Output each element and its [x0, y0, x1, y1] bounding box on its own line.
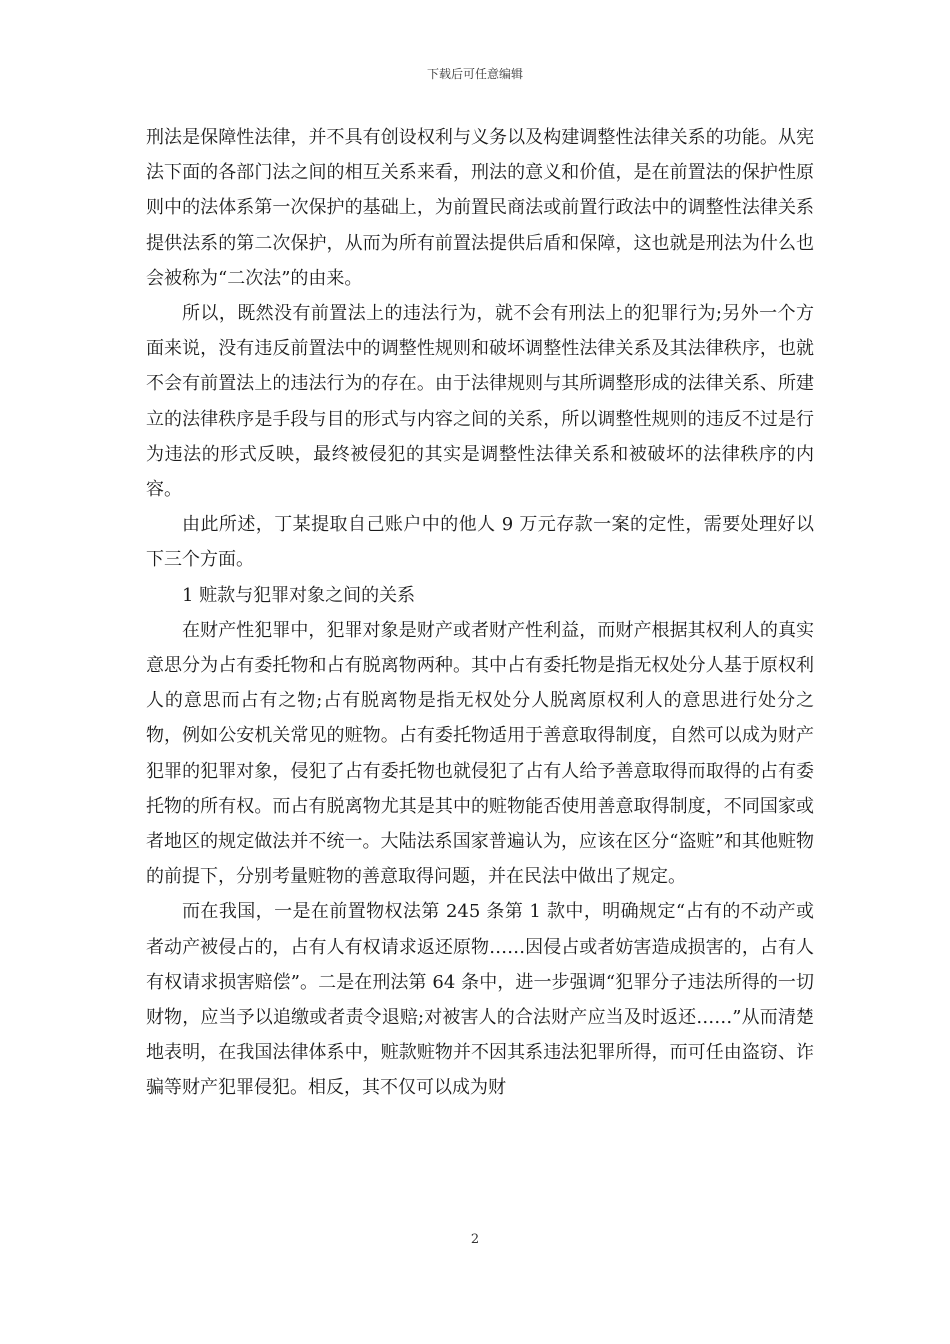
page-number: 2 [470, 1232, 480, 1247]
document-body [146, 120, 814, 1106]
page-header: 下载后可任意编辑 [426, 67, 523, 81]
paragraph-5: 而在我国，一是在前置物权法第 245 条第 1 款中，明确规定“占有的不动产或者动产被侵占的，占有人有权请求返还原物……因侵占或者妨害造成损害的，占有人有权请求损害赔偿”。二是在刑法第 64 条中，进一步强调“犯罪分子违法所得的一切财物，应当予以追缴或者责令退赔;对被害人的合法财产应当及时返还……”从而清楚地表明，在我国法律体系中，赃款赃物并不因其系违法犯罪所得，而可任由盗窃、诈骗等财产犯罪侵犯。相反，其不仅可以成为财 [146, 901, 814, 1099]
paragraph-4: 在财产性犯罪中，犯罪对象是财产或者财产性利益，而财产根据其权利人的真实意思分为占有委托物和占有脱离物两种。其中占有委托物是指无权处分人基于原权利人的意思而占有之物;占有脱离物是指无权处分人脱离原权利人的意思进行处分之物，例如公安机关常见的赃物。占有委托物适用于善意取得制度，自然可以成为财产犯罪的犯罪对象，侵犯了占有委托物也就侵犯了占有人给予善意取得而取得的占有委托物的所有权。而占有脱离物尤其是其中的赃物能否使用善意取得制度，不同国家或者地区的规定做法并不统一。大陆法系国家普遍认为，应该在区分“盗赃”和其他赃物的前提下，分别考量赃物的善意取得问题，并在民法中做出了规定。 [146, 619, 814, 888]
paragraph-1: 刑法是保障性法律，并不具有创设权利与义务以及构建调整性法律关系的功能。从宪法下面的各部门法之间的相互关系来看，刑法的意义和价值，是在前置法的保护性原则中的法体系第一次保护的基础上，为前置民商法或前置行政法中的调整性法律关系提供法系的第二次保护，从而为所有前置法提供后盾和保障，这也就是刑法为什么也会被称为“二次法”的由来。 [146, 127, 814, 289]
paragraph-2: 所以，既然没有前置法上的违法行为，就不会有刑法上的犯罪行为;另外一个方面来说，没有违反前置法中的调整性规则和破坏调整性法律关系及其法律秩序，也就不会有前置法上的违法行为的存在。由于法律规则与其所调整形成的法律关系、所建立的法律秩序是手段与目的形式与内容之间的关系，所以调整性规则的违反不过是行为违法的形式反映，最终被侵犯的其实是调整性法律关系和被破坏的法律秩序的内容。 [146, 303, 814, 501]
section-heading: 1 赃款与犯罪对象之间的关系 [182, 584, 416, 606]
paragraph-3: 由此所述，丁某提取自己账户中的他人 9 万元存款一案的定性，需要处理好以下三个方面。 [146, 514, 814, 571]
